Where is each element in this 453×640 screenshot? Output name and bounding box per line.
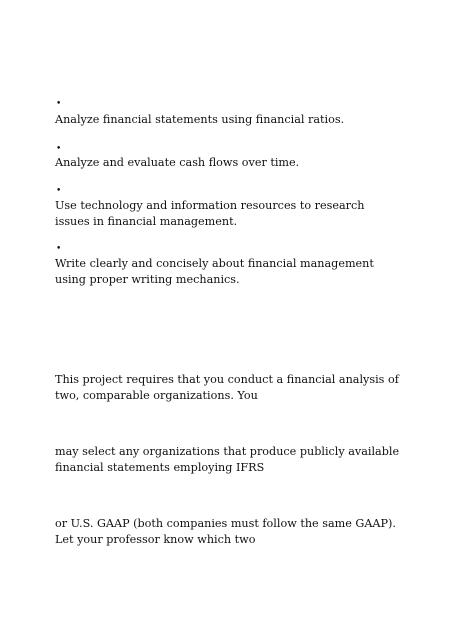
paragraph-project-intro: This project requires that you conduct a financial analysis of two, comparable organizations. You — [55, 373, 399, 402]
bullet-marker: • — [56, 186, 62, 196]
bullet-text-writing: Write clearly and concisely about financial management using proper writing mechanics. — [55, 257, 374, 286]
bullet-marker: • — [56, 99, 62, 109]
bullet-text-technology: Use technology and information resources to research issues in financial management. — [55, 199, 365, 228]
bullet-text-cash-flows: Analyze and evaluate cash flows over time. — [55, 156, 300, 169]
bullet-text-financial-ratios: Analyze financial statements using financial ratios. — [55, 113, 345, 126]
bullet-marker: • — [56, 144, 62, 154]
paragraph-organization-selection: may select any organizations that produce publicly available financial statements employing IFRS — [55, 445, 400, 474]
bullet-marker: • — [56, 244, 62, 254]
paragraph-gaap-requirement: or U.S. GAAP (both companies must follow the same GAAP). Let your professor know which two — [55, 517, 396, 546]
